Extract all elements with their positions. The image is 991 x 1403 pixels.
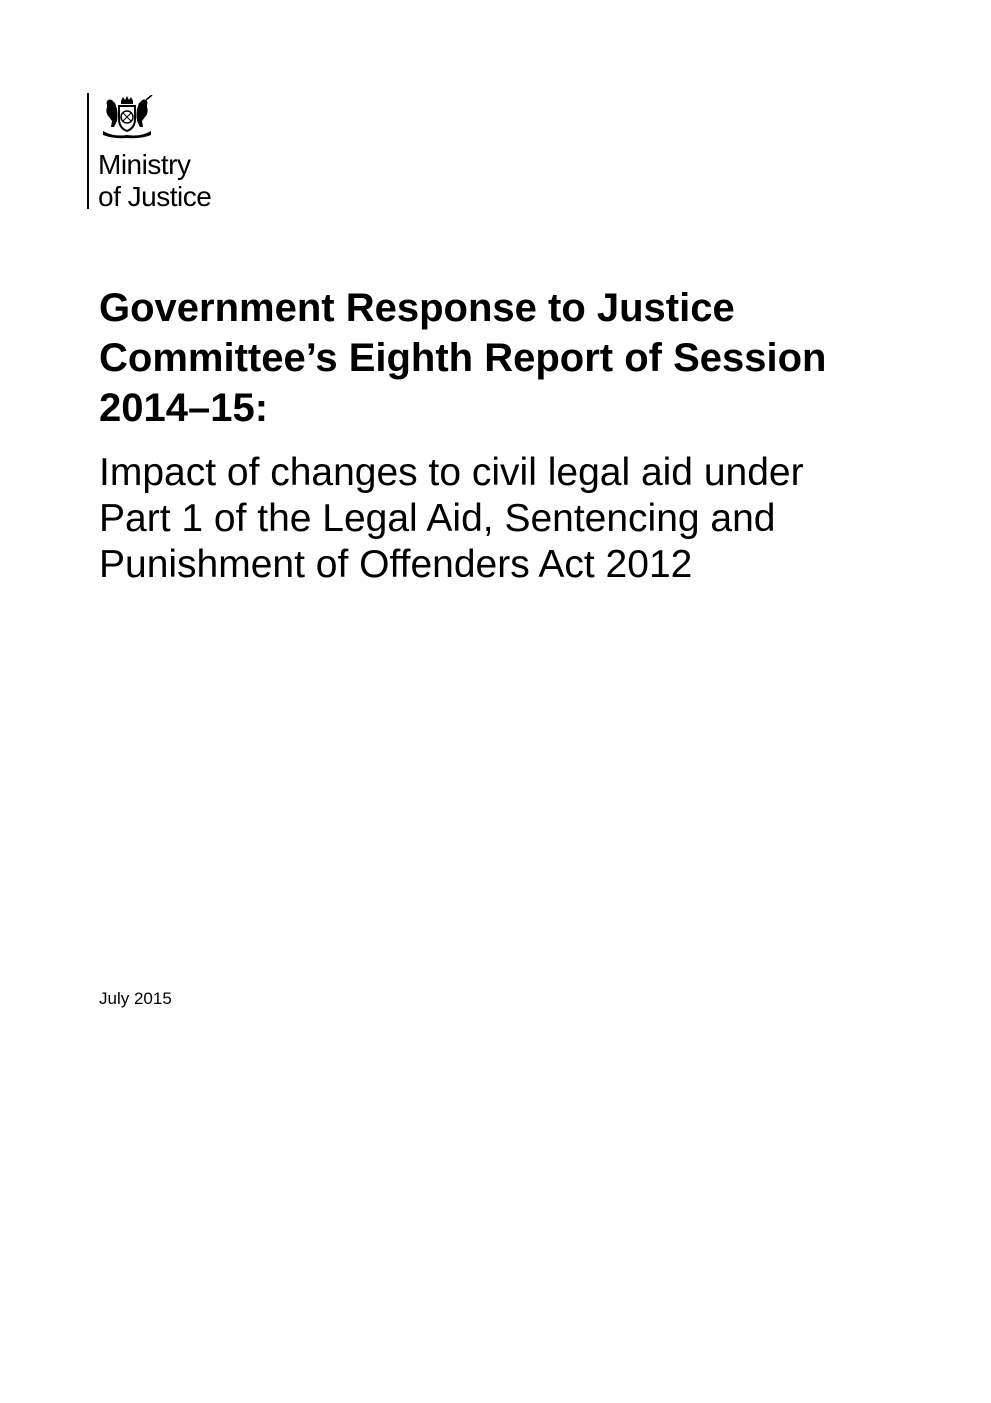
publication-date: July 2015 bbox=[99, 989, 172, 1008]
royal-coat-of-arms-icon bbox=[97, 95, 157, 139]
organisation-name-line-2: of Justice bbox=[98, 181, 212, 212]
organisation-name bbox=[98, 149, 211, 213]
ministry-logo bbox=[87, 93, 247, 211]
document-subtitle-line-3: Punishment of Offenders Act 2012 bbox=[99, 543, 693, 586]
document-title-line-3: 2014–15: bbox=[99, 386, 269, 430]
document-title-line-2: Committee’s Eighth Report of Session bbox=[99, 336, 827, 380]
document-title-line-1: Government Response to Justice bbox=[99, 286, 735, 330]
document-subtitle-line-1: Impact of changes to civil legal aid under bbox=[99, 451, 804, 494]
logo-divider bbox=[87, 93, 89, 209]
document-subtitle-line-2: Part 1 of the Legal Aid, Sentencing and bbox=[99, 497, 776, 540]
document-subtitle bbox=[99, 450, 959, 588]
organisation-name-line-1: Ministry bbox=[98, 149, 191, 180]
document-title bbox=[99, 283, 959, 433]
